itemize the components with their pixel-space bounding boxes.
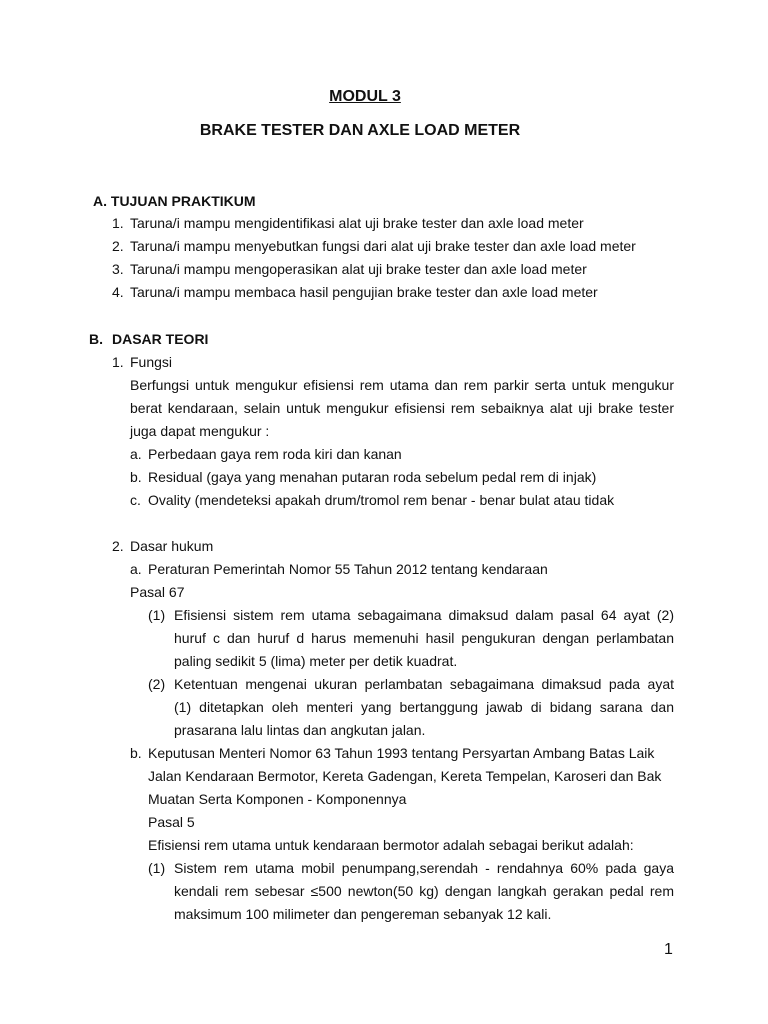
clause-line: Sistem rem utama mobil penumpang,serendah - rendahnya 60% pada gaya [174, 860, 674, 876]
subsection-number: 2. [112, 538, 124, 554]
list-item: Taruna/i mampu mengidentifikasi alat uji brake tester dan axle load meter [130, 215, 584, 231]
paragraph-line: berat kendaraan, selain untuk mengukur efisiensi rem sebaiknya alat uji brake tester [130, 400, 674, 416]
page-number: 1 [664, 941, 673, 958]
list-letter: c. [130, 492, 141, 508]
list-item: Taruna/i mampu mengoperasikan alat uji brake tester dan axle load meter [130, 261, 587, 277]
module-subtitle: BRAKE TESTER DAN AXLE LOAD METER [199, 122, 521, 139]
clause-line: Ketentuan mengenai ukuran perlambatan sebagaimana dimaksud pada ayat [174, 676, 674, 692]
list-item: Perbedaan gaya rem roda kiri dan kanan [148, 446, 402, 462]
clause-number: (1) [148, 860, 166, 876]
clause-line: huruf c dan huruf d harus memenuhi hasil pengukuran dengan perlambatan [174, 630, 674, 646]
list-item: Taruna/i mampu menyebutkan fungsi dari alat uji brake tester dan axle load meter [130, 238, 636, 254]
subsection-title-fungsi: Fungsi [130, 354, 173, 370]
section-a-heading: A. TUJUAN PRAKTIKUM [93, 193, 256, 209]
clause-line: (1) ditetapkan oleh menteri yang bertanggung jawab di bidang sarana dan [174, 699, 674, 715]
clause-line: paling sedikit 5 (lima) meter per detik kuadrat. [174, 653, 458, 669]
section-b-heading: DASAR TEORI [112, 331, 209, 347]
list-letter: a. [130, 446, 142, 462]
paragraph-line: Berfungsi untuk mengukur efisiensi rem utama dan rem parkir serta untuk mengukur [130, 377, 674, 393]
clause-line: kendali rem sebesar ≤500 newton(50 kg) dengan langkah gerakan pedal rem [174, 883, 674, 899]
list-number: 4. [112, 284, 124, 300]
subsection-title-dasar-hukum: Dasar hukum [130, 538, 214, 554]
subsection-number: 1. [112, 354, 124, 370]
list-item: Residual (gaya yang menahan putaran roda sebelum pedal rem di injak) [148, 469, 597, 485]
regulation-title-line: Jalan Kendaraan Bermotor, Kereta Gadengan, Kereta Tempelan, Karoseri dan Bak [148, 768, 662, 784]
pasal-label: Pasal 67 [130, 584, 185, 600]
list-letter: a. [130, 561, 142, 577]
module-title: MODUL 3 [329, 88, 401, 105]
list-letter: b. [130, 745, 142, 761]
section-b-letter: B. [89, 331, 103, 347]
regulation-title-line: Keputusan Menteri Nomor 63 Tahun 1993 tentang Persyartan Ambang Batas Laik [148, 745, 655, 761]
clause-line: maksimum 100 milimeter dan pengereman sebanyak 12 kali. [174, 906, 552, 922]
pasal-label: Pasal 5 [148, 814, 195, 830]
clause-line: prasarana lalu lintas dan angkutan jalan. [174, 722, 426, 738]
list-letter: b. [130, 469, 142, 485]
clause-number: (1) [148, 607, 166, 623]
regulation-title-line: Muatan Serta Komponen - Komponennya [148, 791, 407, 807]
list-item: Ovality (mendeteksi apakah drum/tromol rem benar - benar bulat atau tidak [148, 492, 615, 508]
clause-number: (2) [148, 676, 166, 692]
paragraph-line: Efisiensi rem utama untuk kendaraan bermotor adalah sebagai berikut adalah: [148, 837, 634, 853]
list-number: 1. [112, 215, 124, 231]
clause-line: Efisiensi sistem rem utama sebagaimana dimaksud dalam pasal 64 ayat (2) [174, 607, 674, 623]
list-number: 2. [112, 238, 124, 254]
list-item: Taruna/i mampu membaca hasil pengujian brake tester dan axle load meter [130, 284, 598, 300]
paragraph-line: juga dapat mengukur : [130, 423, 270, 439]
regulation-title: Peraturan Pemerintah Nomor 55 Tahun 2012 tentang kendaraan [148, 561, 548, 577]
list-number: 3. [112, 261, 124, 277]
